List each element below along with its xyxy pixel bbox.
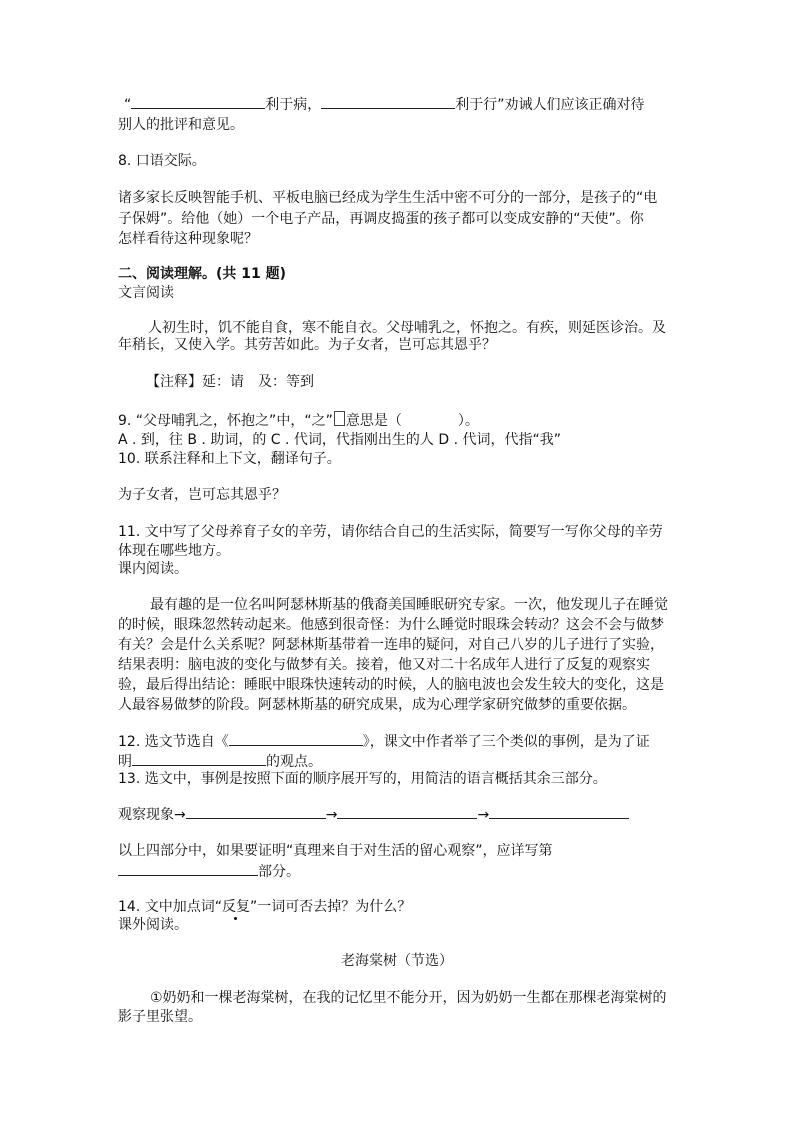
- extra-reading-subheading: 课外阅读。: [118, 917, 188, 933]
- q13-line3: 以上四部分中，如果要证明“真理来自于对生活的留心观察”，应详写第: [118, 843, 553, 859]
- q12-text-b: 》，课文中作者举了三个类似的事例，是为了证: [362, 734, 650, 750]
- q12-text-d: 的观点。: [266, 754, 322, 770]
- missing-glyph-icon: [334, 411, 345, 426]
- passage-line2: 的时候，眼珠忽然转动起来。他感到很奇怪：为什么睡觉时眼珠会转动？这会不会与做梦: [118, 617, 664, 633]
- q12-text-a: 12. 选文节选自《: [118, 734, 229, 750]
- arrow-right-icon: →: [325, 807, 338, 823]
- q7-line1: [124, 94, 645, 115]
- q8-line2: 子保姆”。给他（她）一个电子产品，再调皮捣蛋的孩子都可以变成安静的“天使”。你: [118, 211, 644, 227]
- q13-text-end: 部分。: [258, 864, 300, 880]
- q8-heading: 8. 口语交际。: [118, 153, 206, 169]
- section-heading: 二、阅读理解。(共 11 题): [118, 266, 287, 282]
- classical-note: 【注释】延：请 及：等到: [146, 374, 314, 390]
- q7-blank-2: [321, 94, 455, 109]
- q14-heading: [118, 897, 411, 917]
- q7-line2: 别人的批评和意见。: [118, 117, 244, 133]
- passage-line6: 人最容易做梦的阶段。阿瑟林斯基的研究成果，成为心理学家研究做梦的重要依据。: [118, 697, 636, 713]
- q7-blank-1: [131, 94, 265, 109]
- extra-title: 老海棠树（节选）: [341, 953, 453, 969]
- q8-line3: 怎样看待这种现象呢？: [118, 231, 258, 247]
- q13-blank-3: [489, 804, 629, 819]
- q12-blank-1: [229, 731, 363, 746]
- q10-heading: 10. 联系注释和上下文，翻译句子。: [118, 451, 341, 467]
- q12-blank-2: [132, 751, 266, 766]
- q14-dotted-word: 反复: [221, 899, 250, 915]
- q7-quote-open: “: [124, 97, 132, 113]
- extra-line1: ①奶奶和一棵老海棠树，在我的记忆里不能分开，因为奶奶一生都在那棵老海棠树的: [150, 990, 667, 1006]
- q9-text-a: 9. “父母哺乳之，怀抱之”中，“之”: [118, 413, 333, 429]
- q13-heading: 13. 选文中，事例是按照下面的顺序展开写的，用简洁的语言概括其余三部分。: [118, 771, 607, 787]
- q13-chain: [118, 804, 629, 825]
- extra-line2: 影子里张望。: [118, 1009, 202, 1025]
- classical-subheading: 文言阅读: [118, 285, 174, 301]
- classical-line2: 年稍长，又使入学。其劳苦如此。为子女者，岂可忘其恩乎？: [118, 337, 496, 353]
- in-class-subheading: 课内阅读。: [118, 561, 188, 577]
- q13-line4: [118, 861, 300, 882]
- q13-blank-2: [337, 804, 477, 819]
- q9-text-b: 意思是（ ）。: [345, 413, 479, 429]
- q10-sentence: 为子女者，岂可忘其恩乎？: [118, 487, 286, 503]
- q11-line2: 体现在哪些地方。: [118, 543, 230, 559]
- passage-line1: 最有趣的是一位名叫阿瑟林斯基的俄裔美国睡眠研究专家。一次，他发现儿子在睡觉: [150, 597, 668, 613]
- q14-text-a: 14. 文中加点词“: [118, 899, 222, 915]
- q13-blank-1: [186, 804, 326, 819]
- passage-line5: 验，最后得出结论：睡眠中眼珠快速转动的时候，人的脑电波也会发生较大的变化，这是: [118, 677, 664, 693]
- q9-line1: [118, 411, 479, 431]
- q14-text-b: ”一词可否去掉？为什么？: [249, 899, 412, 915]
- q9-options: A . 到，往 B . 助词，的 C . 代词，代指刚出生的人 D . 代词，代指“我”: [118, 432, 561, 448]
- arrow-right-icon: →: [477, 807, 490, 823]
- passage-line4: 结果表明：脑电波的变化与做梦有关。接着，他又对二十名成年人进行了反复的观察实: [118, 657, 650, 673]
- q13-chain-start: 观察现象→: [118, 807, 186, 823]
- q13-blank-4: [118, 861, 258, 876]
- q7-text-b: 利于病，: [265, 97, 322, 113]
- q12-text-c: 明: [118, 754, 132, 770]
- q8-line1: 诸多家长反映智能手机、平板电脑已经成为学生生活中密不可分的一部分，是孩子的“电: [118, 190, 658, 206]
- passage-line3: 有关？会是什么关系呢？阿瑟林斯基带着一连串的疑问，对自己八岁的儿子进行了实验，: [118, 637, 664, 653]
- q11-line1: 11. 文中写了父母养育子女的辛劳，请你结合自己的生活实际，简要写一写你父母的辛劳: [118, 524, 663, 540]
- q12-line1: [118, 731, 650, 752]
- q7-text-c: 利于行”劝诫人们应该正确对待: [455, 97, 645, 113]
- classical-line1: 人初生时，饥不能自食，寒不能自衣。父母哺乳之，怀抱之。有疾，则延医诊治。及: [148, 320, 666, 336]
